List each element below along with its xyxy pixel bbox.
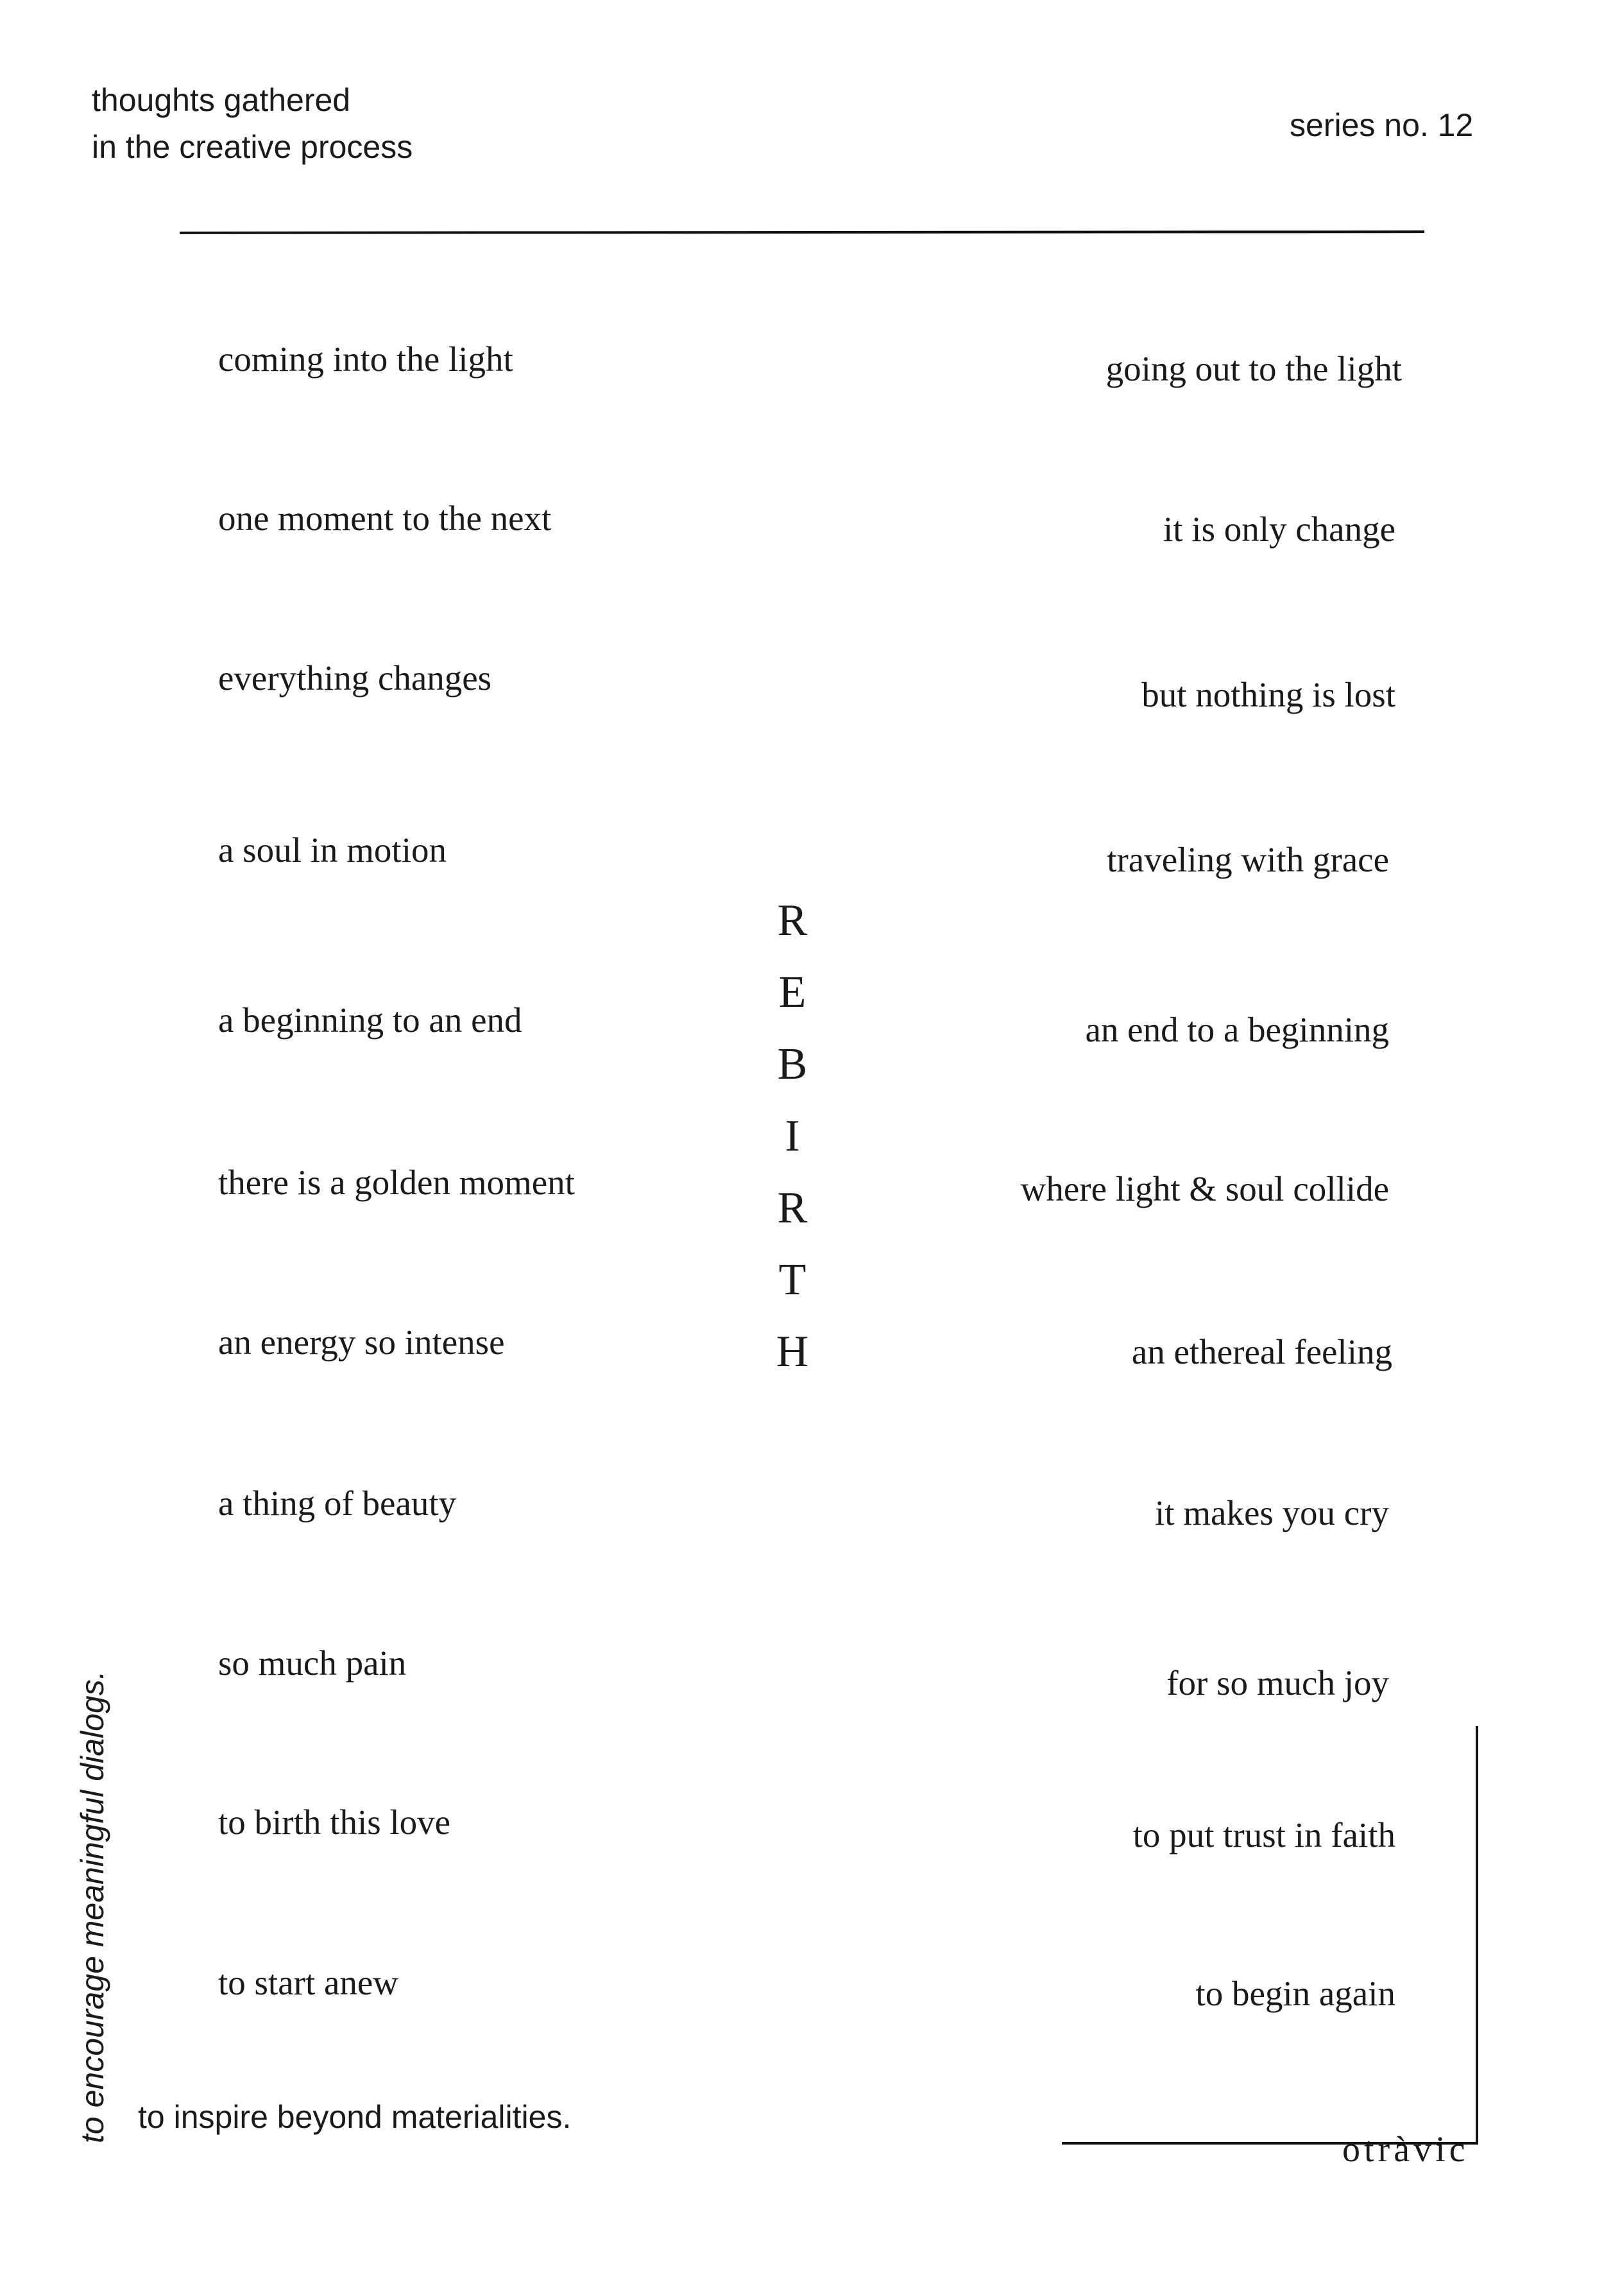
poem-left-line: a beginning to an end	[218, 1000, 522, 1040]
poem-left-line: a soul in motion	[218, 830, 447, 870]
poem-left-line: one moment to the next	[218, 499, 552, 538]
header-line-2: in the creative process	[92, 129, 413, 165]
poem-right-line: it is only change	[1163, 510, 1395, 549]
header-line-1: thoughts gathered	[92, 82, 351, 118]
poem-left-line: a thing of beauty	[218, 1484, 457, 1523]
poem-right-line: traveling with grace	[1107, 840, 1389, 879]
brand-logo: otràvic	[1342, 2130, 1469, 2170]
poem-right-line: to begin again	[1195, 1974, 1395, 2013]
title-letter: R	[777, 1183, 808, 1233]
poem-left-line: to birth this love	[218, 1803, 451, 1842]
poem-right-line: where light & soul collide	[1020, 1169, 1389, 1208]
poem-right-line: to put trust in faith	[1132, 1815, 1395, 1855]
poem-right-line: an end to a beginning	[1085, 1010, 1389, 1049]
poem-right-line: but nothing is lost	[1141, 675, 1395, 714]
bracket-vertical-line	[1476, 1726, 1478, 2143]
poem-right-line: it makes you cry	[1154, 1493, 1389, 1532]
poem-left-line: coming into the light	[218, 339, 513, 379]
poem-right-line: an ethereal feeling	[1131, 1332, 1392, 1371]
title-letter: E	[778, 968, 806, 1017]
series-number: series no. 12	[1290, 107, 1474, 143]
poem-left-line: so much pain	[218, 1643, 407, 1683]
poem-left-line: an energy so intense	[218, 1323, 505, 1362]
title-letter: B	[777, 1040, 808, 1089]
title-letter: I	[785, 1111, 800, 1161]
poem-left-line: everything changes	[218, 658, 492, 698]
inspire-tagline: to inspire beyond materialities.	[138, 2099, 572, 2135]
title-letter: R	[777, 896, 808, 945]
poem-right-line: for so much joy	[1166, 1663, 1389, 1702]
title-letter: T	[778, 1255, 806, 1305]
vertical-tagline: to encourage meaningful dialogs.	[74, 1670, 110, 2143]
title-letter: H	[776, 1327, 809, 1376]
poem-right-line: going out to the light	[1105, 349, 1402, 388]
poem-left-line: there is a golden moment	[218, 1163, 575, 1202]
poem-left-line: to start anew	[218, 1963, 399, 2002]
